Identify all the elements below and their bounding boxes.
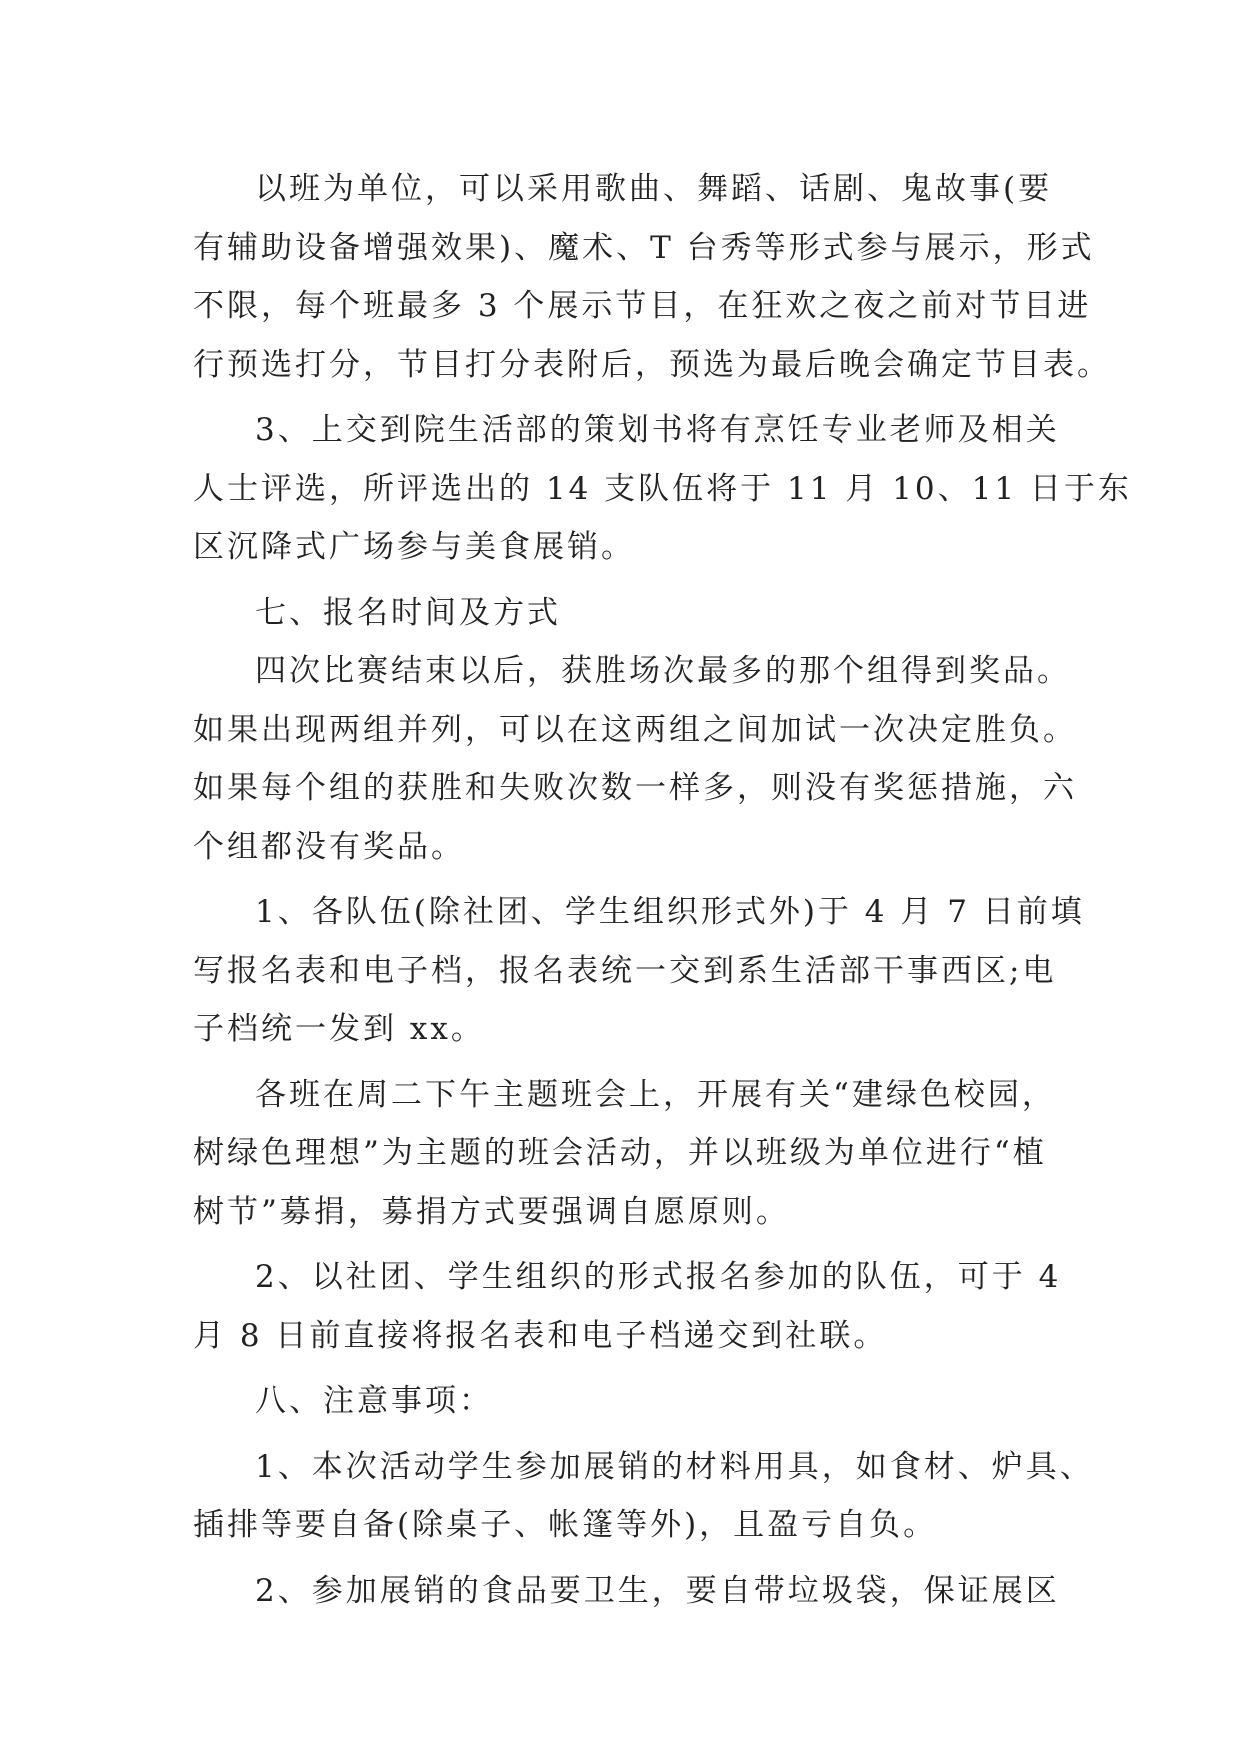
text-line: 行预选打分，节目打分表附后，预选为最后晚会确定节目表。: [193, 346, 1111, 383]
text-line: 写报名表和电子档，报名表统一交到系生活部干事西区;电: [193, 952, 1057, 989]
text-line: 月 8 日前直接将报名表和电子档递交到社联。: [193, 1317, 888, 1354]
text-line: 各班在周二下午主题班会上，开展有关“建绿色校园，: [255, 1076, 1056, 1113]
text-line: 2、以社团、学生组织的形式报名参加的队伍，可于 4: [255, 1259, 1062, 1295]
section-heading: 八、注意事项：: [255, 1383, 493, 1419]
text-line: 个组都没有奖品。: [193, 828, 465, 865]
text-line: 四次比赛结束以后，获胜场次最多的那个组得到奖品。: [255, 653, 1071, 689]
section-heading: 七、报名时间及方式: [255, 594, 561, 631]
text-line: 区沉降式广场参与美食展销。: [193, 529, 635, 565]
text-line: 人士评选，所评选出的 14 支队伍将于 11 月 10、11 日于东: [193, 470, 1132, 507]
text-line: 1、本次活动学生参加展销的材料用具，如食材、炉具、: [255, 1448, 1094, 1485]
text-line: 如果出现两组并列，可以在这两组之间加试一次决定胜负。: [193, 711, 1077, 748]
text-line: 树节”募捐，募捐方式要强调自愿原则。: [193, 1193, 790, 1230]
text-line: 以班为单位，可以采用歌曲、舞蹈、话剧、鬼故事(要: [255, 171, 1053, 207]
text-line: 树绿色理想”为主题的班会活动，并以班级为单位进行“植: [193, 1135, 1047, 1171]
text-line: 子档统一发到 xx。: [193, 1011, 485, 1047]
text-line: 3、上交到院生活部的策划书将有烹饪专业老师及相关: [255, 412, 1060, 448]
text-line: 如果每个组的获胜和失败次数一样多，则没有奖惩措施，六: [193, 770, 1077, 806]
text-line: 插排等要自备(除桌子、帐篷等外)，且盈亏自负。: [193, 1507, 938, 1543]
text-line: 1、各队伍(除社团、学生组织形式外)于 4 月 7 日前填: [255, 894, 1085, 930]
text-line: 有辅助设备增强效果)、魔术、T 台秀等形式参与展示，形式: [193, 229, 1095, 266]
document-body: [193, 160, 1132, 1620]
text-line: 不限，每个班最多 3 个展示节目，在狂欢之夜之前对节目进: [193, 288, 1092, 324]
text-line: 2、参加展销的食品要卫生，要自带垃圾袋，保证展区: [255, 1572, 1060, 1609]
